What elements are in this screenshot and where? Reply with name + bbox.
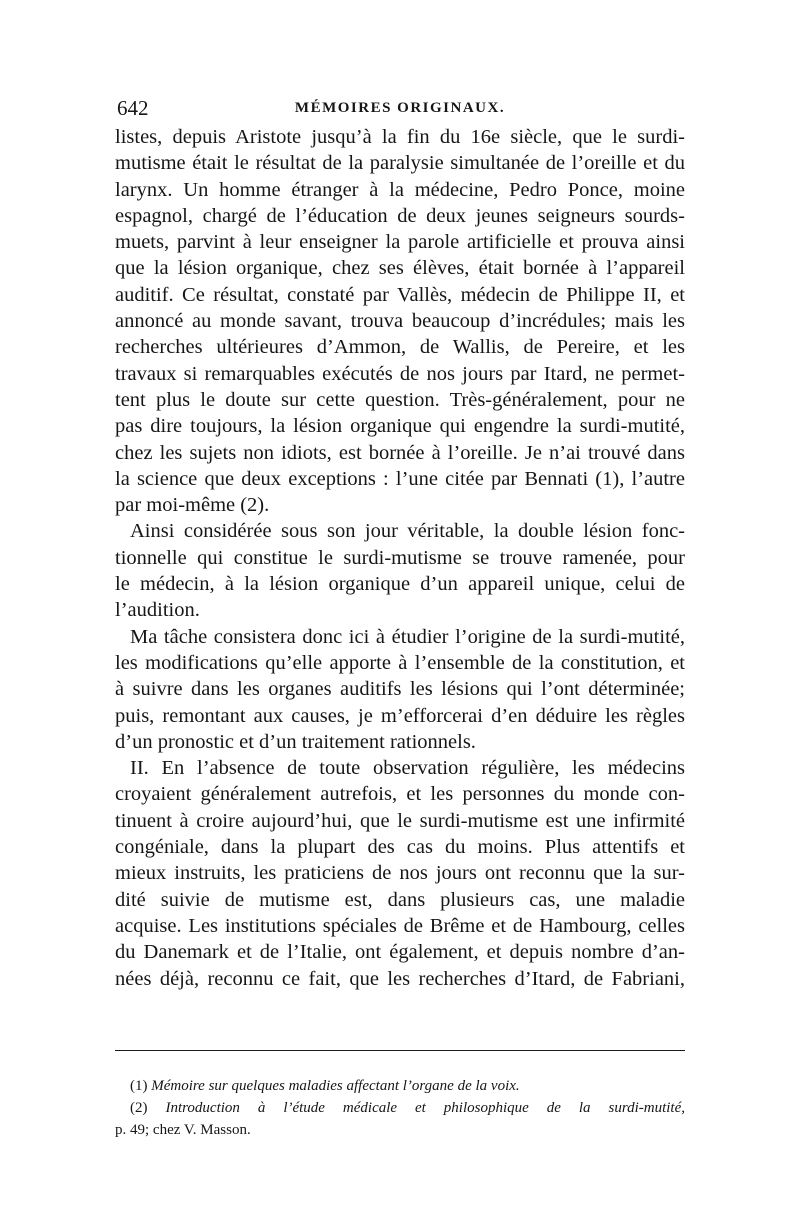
text-line: à suivre dans les organes auditifs les lésions qui l’ont déterminée; xyxy=(115,678,685,701)
text-line: d’un pronostic et d’un traitement rationnels. xyxy=(115,730,476,753)
footnote-2-marker: (2) xyxy=(130,1100,148,1116)
text-line: espagnol, chargé de l’éducation de deux jeunes seigneurs sourds- xyxy=(115,204,685,227)
text-line: que la lésion organique, chez ses élèves, était bornée à l’appareil xyxy=(115,257,685,280)
footnote-2-text: Introduction à l’étude médicale et philosophique de la surdi-mutité, xyxy=(165,1100,686,1116)
text-line: tent plus le doute sur cette question. Très-généralement, pour ne xyxy=(115,388,685,411)
text-line: le médecin, à la lésion organique d’un appareil unique, celui de xyxy=(115,573,685,596)
footnote-2 xyxy=(115,1097,685,1119)
text-line: pas dire toujours, la lésion organique qui engendre la surdi-mutité, xyxy=(115,415,685,438)
text-line: les modifications qu’elle apporte à l’ensemble de la constitution, et xyxy=(115,651,685,674)
text-line: la science que deux exceptions : l’une citée par Bennati (1), l’autre xyxy=(115,467,685,490)
text-line: congéniale, dans la plupart des cas du moins. Plus attentifs et xyxy=(115,836,685,859)
text-line: annoncé au monde savant, trouva beaucoup d’incrédules; mais les xyxy=(115,310,685,333)
paragraph-first-line: Ma tâche consistera donc ici à étudier l’origine de la surdi-mutité, xyxy=(130,625,685,648)
text-line: dité suivie de mutisme est, dans plusieurs cas, une maladie xyxy=(115,888,685,911)
text-line: par moi-même (2). xyxy=(115,494,270,517)
text-line: travaux si remarquables exécutés de nos jours par Itard, ne permet- xyxy=(115,362,685,385)
running-title: MÉMOIRES ORIGINAUX. xyxy=(294,100,506,116)
text-line: nées déjà, reconnu ce fait, que les recherches d’Itard, de Fabriani, xyxy=(115,967,685,990)
text-line: l’audition. xyxy=(115,599,200,622)
text-line: mieux instruits, les praticiens de nos jours ont reconnu que la sur- xyxy=(115,862,685,885)
footnote-divider xyxy=(115,1050,685,1051)
page-number: 642 xyxy=(117,96,149,120)
footnote-2-continuation: p. 49; chez V. Masson. xyxy=(115,1122,251,1138)
footnote-1 xyxy=(115,1075,685,1097)
text-line: du Danemark et de l’Italie, ont également, et depuis nombre d’an- xyxy=(115,941,685,964)
body-text xyxy=(115,124,685,992)
text-line: croyaient généralement autrefois, et les personnes du monde con- xyxy=(115,783,685,806)
text-line: muets, parvint à leur enseigner la parole artificielle et prouva ainsi xyxy=(115,231,685,254)
text-line: mutisme était le résultat de la paralysie simultanée de l’oreille et du xyxy=(115,152,685,175)
paragraph-first-line: II. En l’absence de toute observation régulière, les médecins xyxy=(130,757,685,780)
text-line: recherches ultérieures d’Ammon, de Wallis, de Pereire, et les xyxy=(115,336,685,359)
text-line: larynx. Un homme étranger à la médecine, Pedro Ponce, moine xyxy=(115,178,685,201)
text-line: puis, remontant aux causes, je m’efforcerai d’en déduire les règles xyxy=(115,704,685,727)
text-line: listes, depuis Aristote jusqu’à la fin du 16e siècle, que le surdi- xyxy=(115,126,685,148)
text-line: tionnelle qui constitue le surdi-mutisme se trouve ramenée, pour xyxy=(115,546,685,569)
text-line: tinuent à croire aujourd’hui, que le surdi-mutisme est une infirmité xyxy=(115,809,685,832)
footnote-1-text: Mémoire sur quelques maladies affectant l’organe de la voix. xyxy=(151,1078,520,1094)
footnote-1-marker: (1) xyxy=(130,1078,148,1094)
paragraph-first-line: Ainsi considérée sous son jour véritable, la double lésion fonc- xyxy=(130,520,685,543)
page-header xyxy=(115,96,685,126)
text-line: auditif. Ce résultat, constaté par Vallès, médecin de Philippe II, et xyxy=(115,283,685,306)
text-line: acquise. Les institutions spéciales de Brême et de Hambourg, celles xyxy=(115,914,685,937)
footnotes xyxy=(115,1075,685,1141)
text-line: chez les sujets non idiots, est bornée à l’oreille. Je n’ai trouvé dans xyxy=(115,441,685,464)
